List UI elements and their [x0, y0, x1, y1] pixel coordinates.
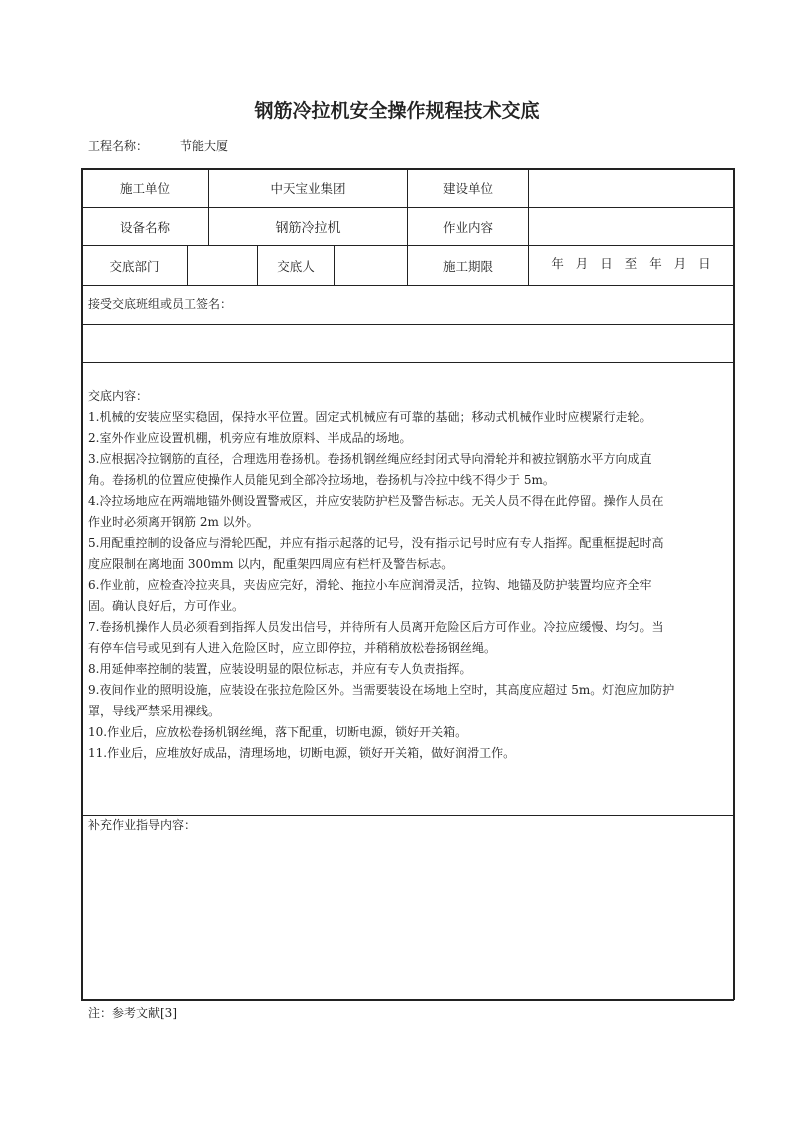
content-line: 固。确认良好后，方可作业。 — [88, 599, 245, 613]
work-content-value[interactable] — [529, 208, 733, 245]
period-value[interactable]: 年 月 日 至 年 月 日 — [551, 256, 711, 271]
construction-unit-value[interactable]: 中天宝业集团 — [270, 181, 346, 196]
content-line: 11.作业后，应堆放好成品，清理场地，切断电源，锁好开关箱，做好润滑工作。 — [88, 746, 516, 760]
content-line: 9.夜间作业的照明设施，应装设在张拉危险区外。当需要装设在场地上空时，其高度应超过 5m。灯泡应加防护 — [88, 683, 675, 697]
content-section — [88, 386, 728, 764]
content-line: 10.作业后，应放松卷扬机钢丝绳，落下配重，切断电源，锁好开关箱。 — [88, 725, 468, 739]
equipment-value[interactable]: 钢筋冷拉机 — [275, 221, 341, 236]
content-line: 有停车信号或见到有人进入危险区时，应立即停拉，并稍稍放松卷扬钢丝绳。 — [88, 641, 497, 655]
content-line: 6.作业前，应检查冷拉夹具，夹齿应完好，滑轮、拖拉小车应润滑灵活，拉钩、地锚及防护装置均应齐全牢 — [88, 578, 652, 592]
content-line: 4.冷拉场地应在两端地锚外侧设置警戒区，并应安装防护栏及警告标志。无关人员不得在此停留。操作人员在 — [88, 494, 664, 508]
content-line: 度应限制在离地面 300mm 以内，配重架四周应有栏杆及警告标志。 — [88, 557, 454, 571]
content-line: 2.室外作业应设置机棚，机旁应有堆放原料、半成品的场地。 — [88, 431, 412, 445]
content-line: 角。卷扬机的位置应使操作人员能见到全部冷拉场地，卷扬机与冷拉中线不得少于 5m。 — [88, 473, 555, 487]
content-line: 8.用延伸率控制的装置，应装设明显的限位标志，并应有专人负责指挥。 — [88, 662, 472, 676]
person-label: 交底人 — [277, 258, 315, 274]
builder-unit-label: 建设单位 — [442, 181, 493, 196]
project-name: 节能大厦 — [180, 139, 229, 153]
content-line: 5.用配重控制的设备应与滑轮匹配，并应有指示起落的记号，没有指示记号时应有专人指挥。配重框提起时高 — [88, 536, 664, 550]
supplement-label: 补充作业指导内容： — [88, 818, 197, 832]
content-line: 3.应根据冷拉钢筋的直径，合理选用卷扬机。卷扬机钢丝绳应经封闭式导向滑轮并和被拉钢筋水平方向成直 — [88, 452, 652, 466]
project-label: 工程名称： — [88, 139, 149, 153]
equipment-label: 设备名称 — [119, 219, 170, 235]
period-label: 施工期限 — [442, 258, 493, 274]
builder-unit-value[interactable] — [529, 169, 733, 207]
content-line: 7.卷扬机操作人员必须看到指挥人员发出信号，并待所有人员离开危险区后方可作业。冷拉应缓慢、均匀。当 — [88, 620, 664, 634]
signature-label: 接受交底班组或员工签名： — [88, 297, 233, 311]
dept-label: 交底部门 — [109, 258, 160, 274]
content-label: 交底内容： — [88, 389, 149, 403]
reference-note: 注：参考文献[3] — [88, 1006, 177, 1020]
dept-value[interactable] — [188, 246, 257, 285]
work-content-label: 作业内容 — [442, 219, 493, 235]
signature-area[interactable] — [83, 325, 733, 362]
person-value[interactable] — [335, 246, 407, 285]
content-line: 罩，导线严禁采用裸线。 — [88, 704, 221, 718]
content-line: 1.机械的安装应坚实稳固，保持水平位置。固定式机械应有可靠的基础；移动式机械作业时应楔紧行走轮。 — [88, 410, 652, 424]
document-title: 钢筋冷拉机安全操作规程技术交底 — [254, 100, 540, 122]
construction-unit-label: 施工单位 — [119, 181, 170, 196]
content-line: 作业时必须离开钢筋 2m 以外。 — [88, 515, 259, 529]
